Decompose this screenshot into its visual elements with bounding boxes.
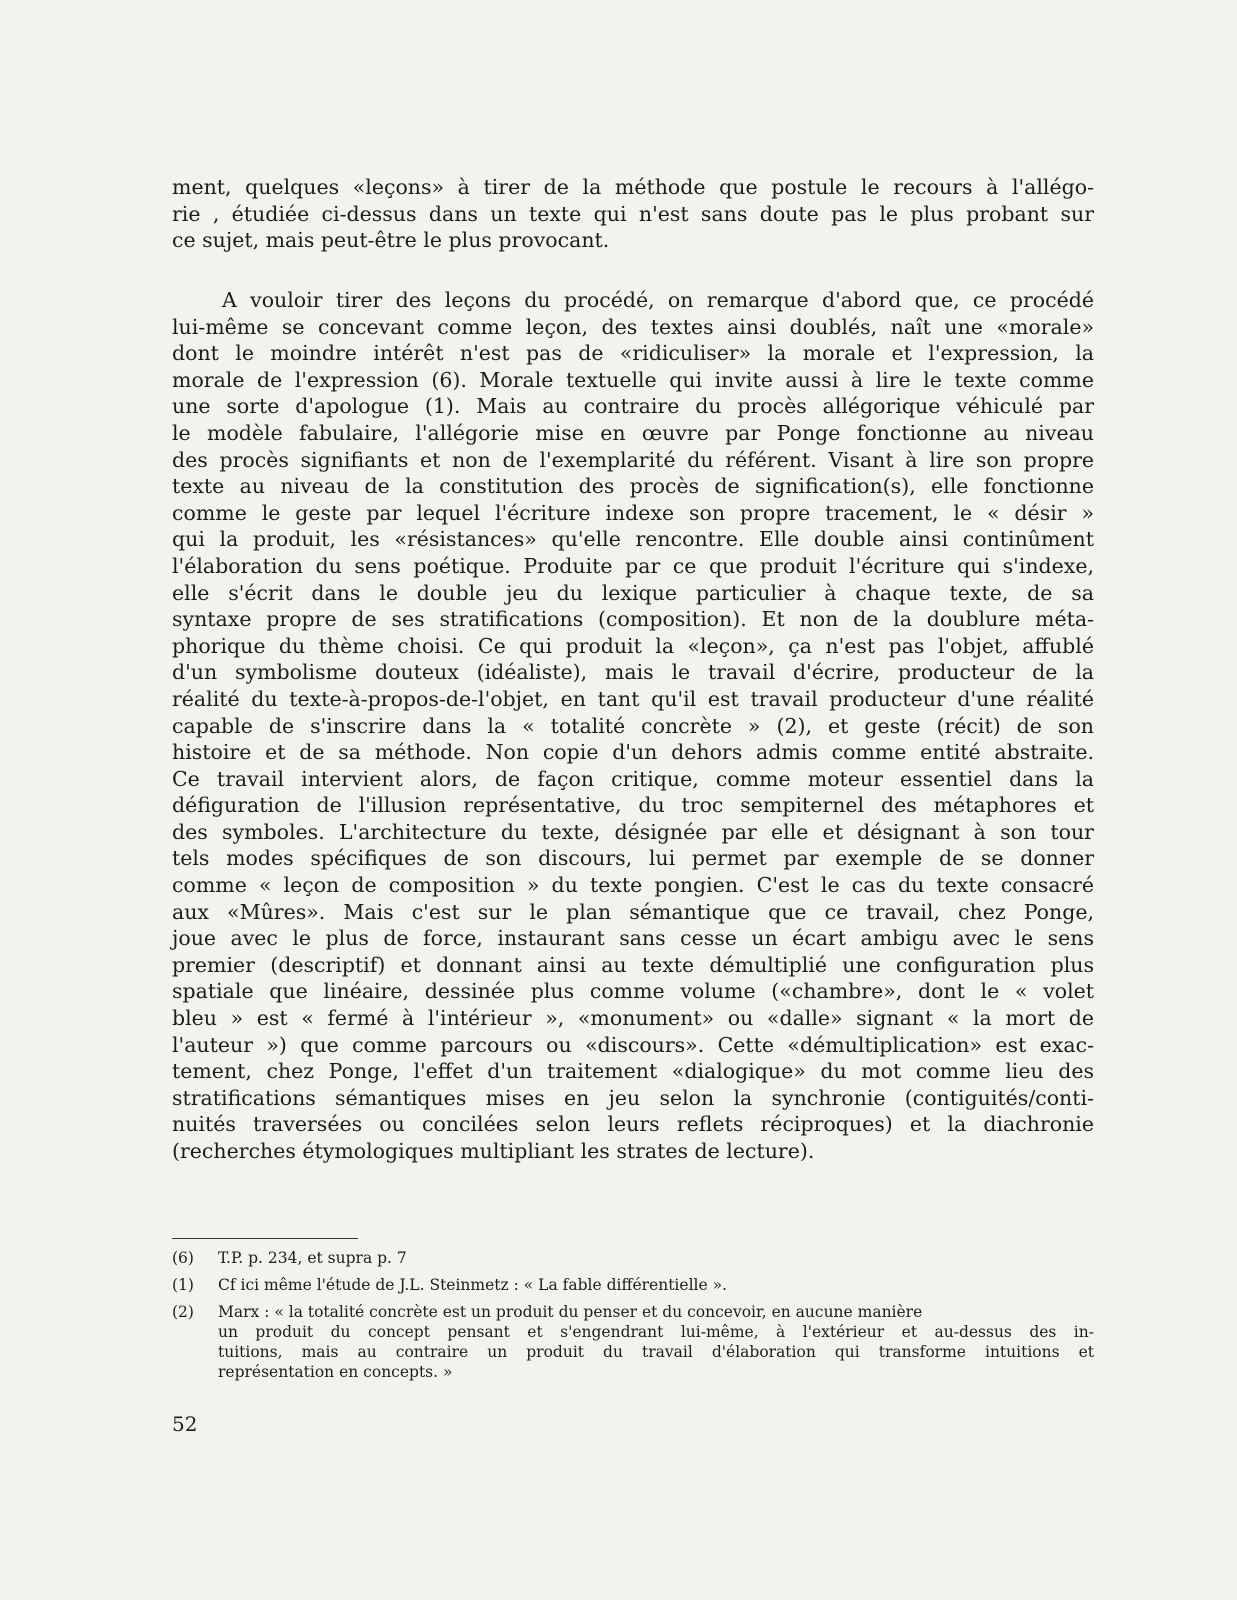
text-line: bleu » est « fermé à l'intérieur », «monument» ou «dalle» signant « la mort de: [172, 1006, 1094, 1031]
text-line: capable de s'inscrire dans la « totalité concrète » (2), et geste (récit) de son: [172, 713, 1094, 738]
text-line: tels modes spécifiques de son discours, lui permet par exemple de se donner: [172, 846, 1094, 871]
text-line: tement, chez Ponge, l'effet d'un traitement «dialogique» du mot comme lieu des: [172, 1059, 1094, 1084]
text-line: l'élaboration du sens poétique. Produite par ce que produit l'écriture qui s'indexe,: [172, 553, 1094, 578]
text-line: spatiale que linéaire, dessinée plus comme volume («chambre», dont le « volet: [172, 979, 1094, 1004]
footnote-text: Cf ici même l'étude de J.L. Steinmetz : « La fable différentielle ».: [218, 1276, 727, 1294]
page-number: 52: [172, 1412, 198, 1436]
text-line: lui-même se concevant comme leçon, des textes ainsi doublés, naît une «morale»: [172, 314, 1094, 339]
text-line: dont le moindre intérêt n'est pas de «ridiculiser» la morale et l'expression, la: [172, 341, 1094, 366]
text-line: réalité du texte-à-propos-de-l'objet, en tant qu'il est travail producteur d'une réalité: [172, 686, 1094, 711]
text-line: rie , étudiée ci-dessus dans un texte qui n'est sans doute pas le plus probant sur: [172, 201, 1094, 226]
text-line: ce sujet, mais peut-être le plus provocant.: [172, 228, 610, 253]
text-line: des procès signifiants et non de l'exemplarité du référent. Visant à lire son propre: [172, 447, 1094, 472]
footnote-number: (1): [172, 1276, 194, 1294]
text-line: comme « leçon de composition » du texte pongien. C'est le cas du texte consacré: [172, 873, 1094, 898]
footnote-6: [172, 1248, 1094, 1268]
footnote-number: (6): [172, 1249, 194, 1267]
text-line: morale de l'expression (6). Morale textuelle qui invite aussi à lire le texte comme: [172, 367, 1094, 392]
footnote-text: un produit du concept pensant et s'engendrant lui-même, à l'extérieur et au-dessus des in-: [218, 1323, 1094, 1341]
footnote-number: (2): [172, 1303, 194, 1321]
paragraph-1: [172, 174, 1094, 254]
text-line: histoire et de sa méthode. Non copie d'un dehors admis comme entité abstraite.: [172, 740, 1094, 765]
paragraph-2: [172, 287, 1094, 1165]
text-line: ment, quelques «leçons» à tirer de la méthode que postule le recours à l'allégo-: [172, 175, 1094, 199]
text-line: l'auteur ») que comme parcours ou «discours». Cette «démultiplication» est exac-: [172, 1032, 1094, 1057]
footnote-2: [172, 1302, 1094, 1382]
text-line: aux «Mûres». Mais c'est sur le plan sémantique que ce travail, chez Ponge,: [172, 899, 1094, 924]
text-line: comme le geste par lequel l'écriture indexe son propre tracement, le « désir »: [172, 500, 1094, 525]
text-line: des symboles. L'architecture du texte, désignée par elle et désignant à son tour: [172, 819, 1094, 844]
footnote-text: T.P. p. 234, et supra p. 7: [218, 1249, 407, 1267]
text-line: Ce travail intervient alors, de façon critique, comme moteur essentiel dans la: [172, 766, 1094, 791]
footnote-1: [172, 1275, 1094, 1295]
text-line: d'un symbolisme douteux (idéaliste), mais le travail d'écrire, producteur de la: [172, 660, 1094, 685]
text-line: qui la produit, les «résistances» qu'elle rencontre. Elle double ainsi continûment: [172, 527, 1094, 552]
text-line: A vouloir tirer des leçons du procédé, on remarque d'abord que, ce procédé: [222, 288, 1094, 312]
text-line: nuités traversées ou concilées selon leurs reflets réciproques) et la diachronie: [172, 1112, 1094, 1137]
text-line: elle s'écrit dans le double jeu du lexique particulier à chaque texte, de sa: [172, 580, 1094, 605]
text-line: le modèle fabulaire, l'allégorie mise en œuvre par Ponge fonctionne au niveau: [172, 420, 1094, 445]
text-line: (recherches étymologiques multipliant les strates de lecture).: [172, 1139, 815, 1163]
text-line: premier (descriptif) et donnant ainsi au texte démultiplié une configuration plus: [172, 952, 1094, 977]
text-line: syntaxe propre de ses stratifications (composition). Et non de la doublure méta-: [172, 607, 1094, 632]
text-line: joue avec le plus de force, instaurant sans cesse un écart ambigu avec le sens: [172, 926, 1094, 951]
text-line: défiguration de l'illusion représentative, du troc sempiternel des métaphores et: [172, 793, 1094, 818]
footnote-text: tuitions, mais au contraire un produit du travail d'élaboration qui transforme intuitions et: [218, 1343, 1094, 1361]
text-line: phorique du thème choisi. Ce qui produit la «leçon», ça n'est pas l'objet, affublé: [172, 633, 1094, 658]
footnote-text: Marx : « la totalité concrète est un produit du penser et du concevoir, en aucune manière: [218, 1303, 923, 1321]
text-line: texte au niveau de la constitution des procès de signification(s), elle fonctionne: [172, 474, 1094, 499]
text-line: une sorte d'apologue (1). Mais au contraire du procès allégorique véhiculé par: [172, 394, 1094, 419]
text-line: stratifications sémantiques mises en jeu selon la synchronie (contiguités/conti-: [172, 1085, 1094, 1110]
footnote-rule: [172, 1238, 358, 1239]
footnote-text: représentation en concepts. »: [218, 1363, 453, 1381]
